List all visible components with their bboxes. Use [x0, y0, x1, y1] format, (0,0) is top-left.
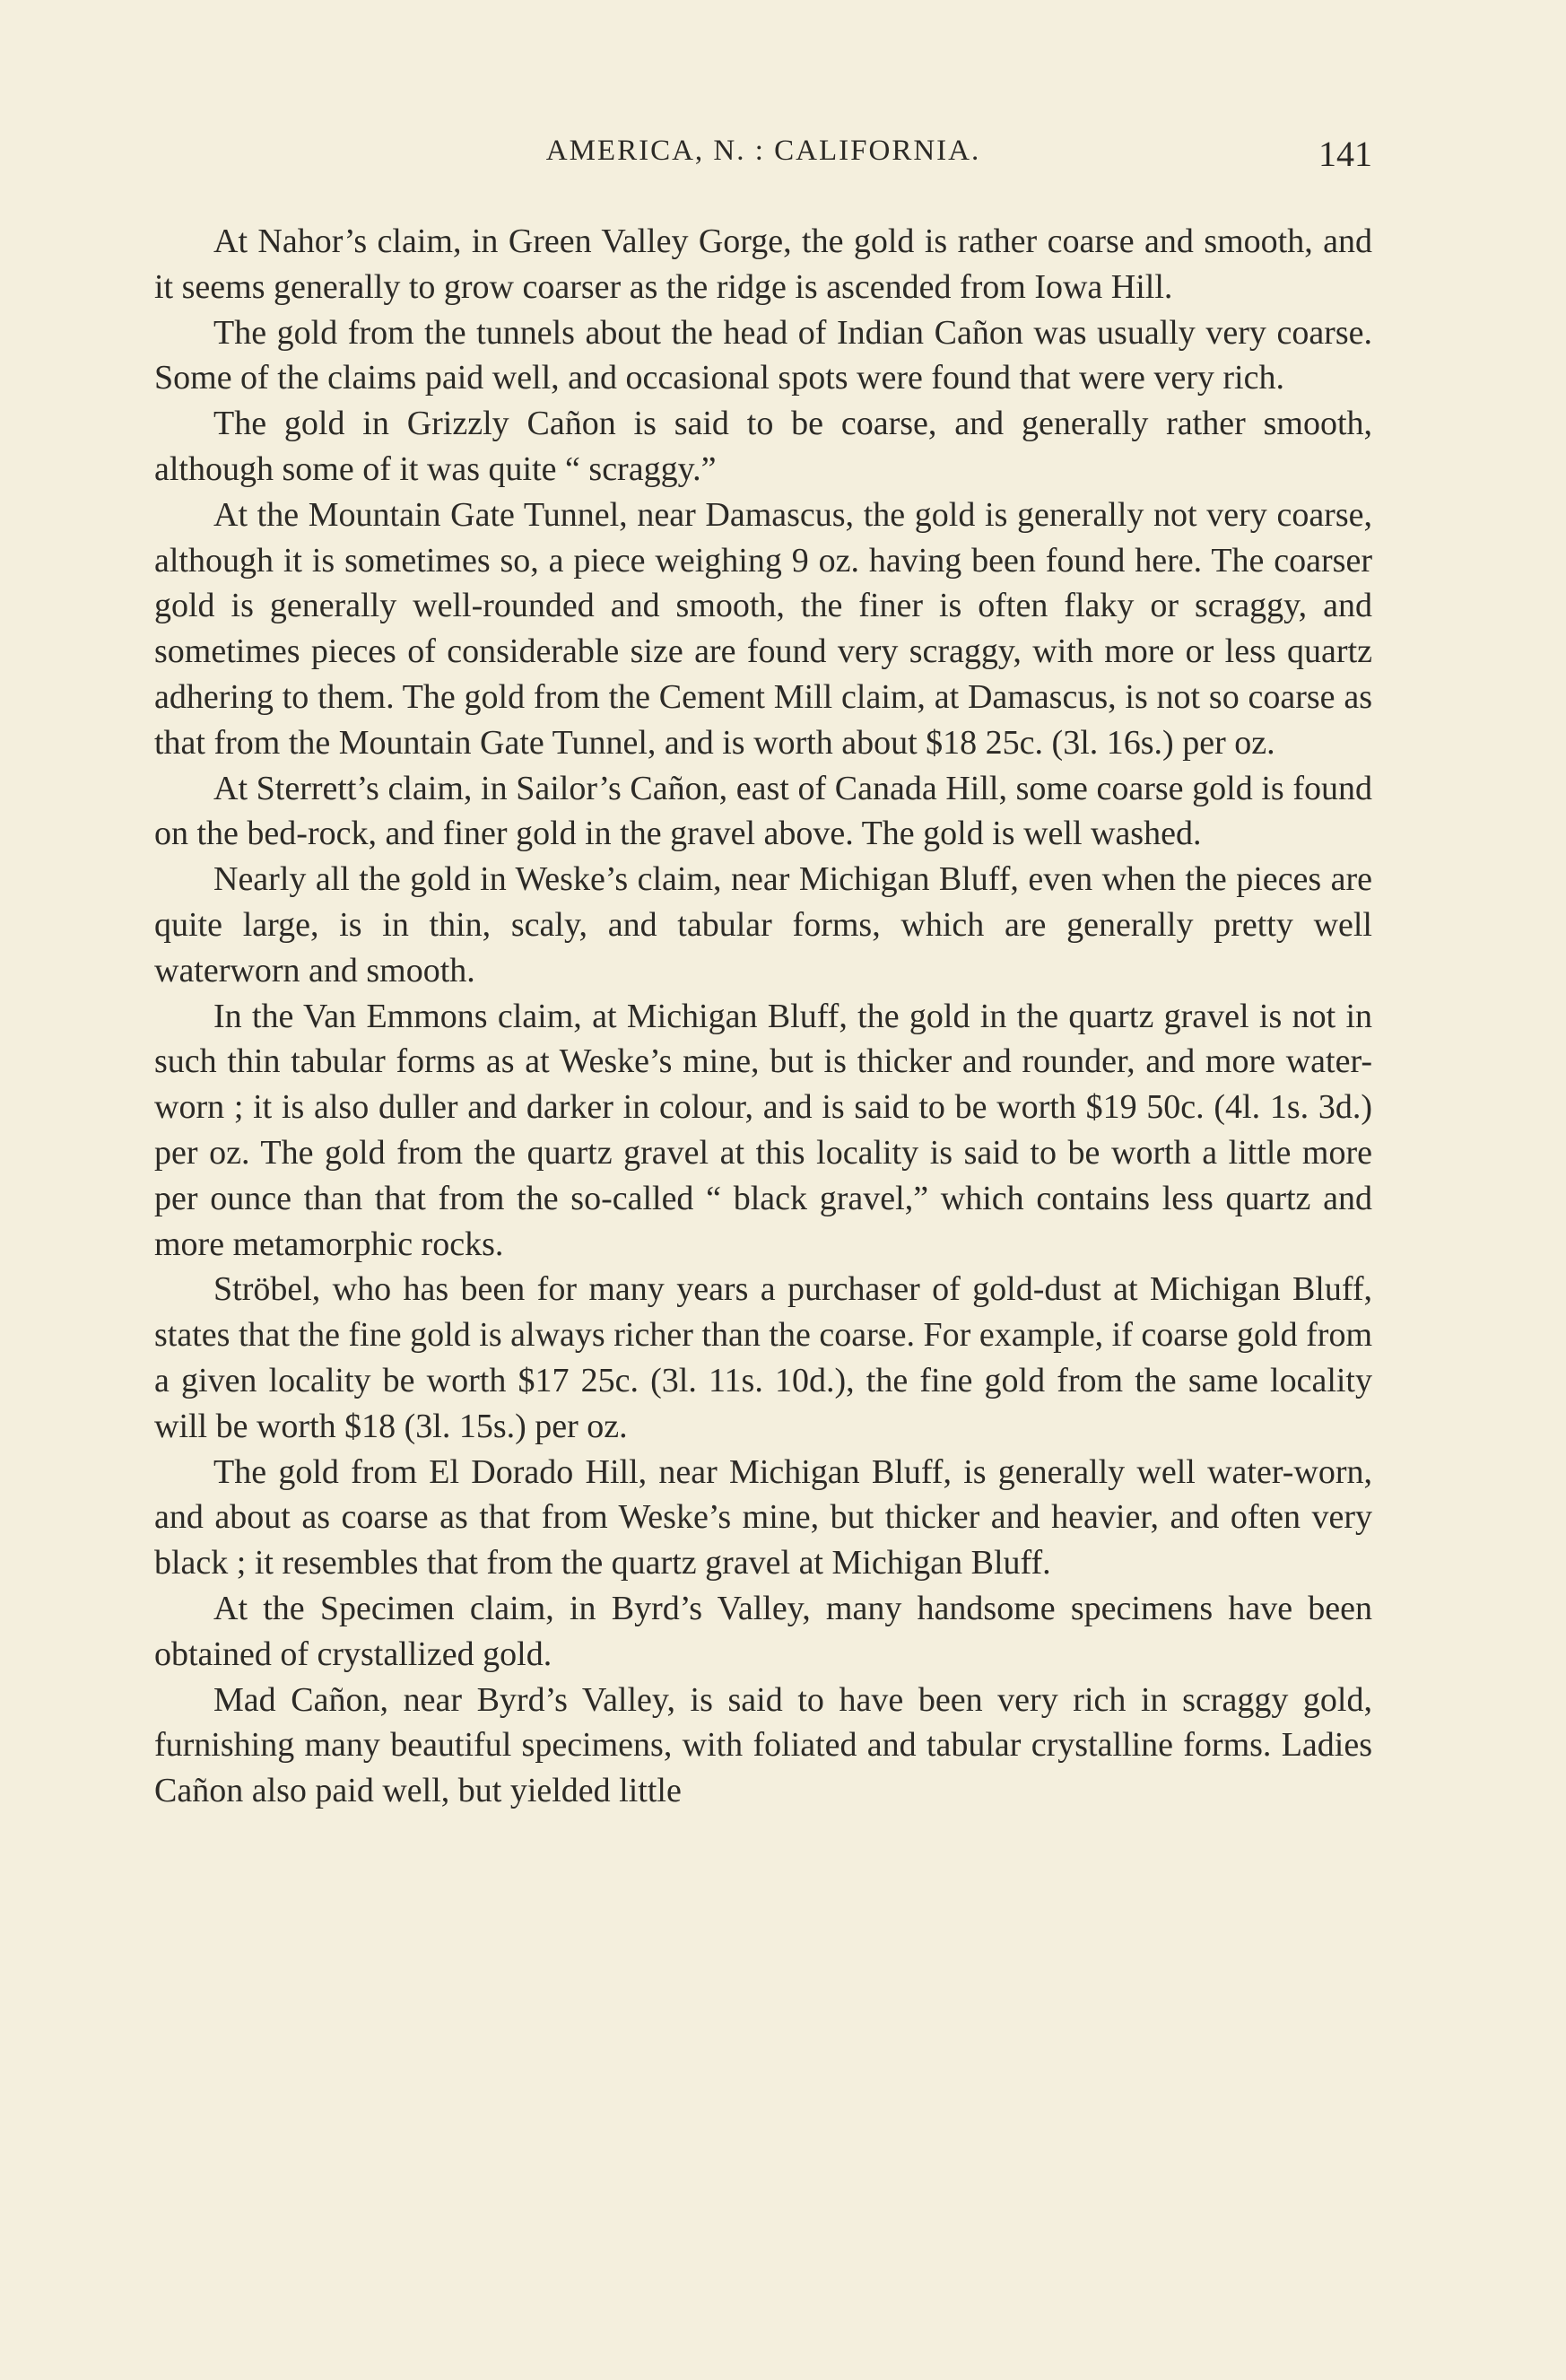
paragraph: The gold from the tunnels about the head of Indian Cañon was usually very coarse. Some of the claims paid well, and occasional spots were found that were very rich. — [154, 313, 1372, 397]
paragraph: At the Specimen claim, in Byrd’s Valley, many handsome specimens have been obtained of crystallized gold. — [154, 1589, 1372, 1673]
paragraph: The gold from El Dorado Hill, near Michigan Bluff, is generally well water-worn, and about as coarse as that from Weske’s mine, but thicker and heavier, and often very black ; it resembles that from the quartz gravel at Michigan Bluff. — [154, 1452, 1372, 1582]
body-text — [154, 219, 1372, 1814]
paragraph: In the Van Emmons claim, at Michigan Bluff, the gold in the quartz gravel is not in such thin tabular forms as at Weske’s mine, but is thicker and rounder, and more water-worn ; it is also duller and darker in colour, and is said to be worth $19 50c. (4l. 1s. 3d.) per oz. The gold from the quartz gravel at this locality is said to be worth a little more per ounce than that from the so-called “ black gravel,” which contains less quartz and more metamorphic rocks. — [154, 997, 1372, 1263]
paragraph: The gold in Grizzly Cañon is said to be coarse, and generally rather smooth, although some of it was quite “ scraggy.” — [154, 405, 1372, 488]
page-number: 141 — [1318, 134, 1372, 174]
paragraph: Ströbel, who has been for many years a purchaser of gold-dust at Michigan Bluff, states that the fine gold is always richer than the coarse. For example, if coarse gold from a given locality be worth $17 25c. (3l. 11s. 10d.), the fine gold from the same locality will be worth $18 (3l. 15s.) per oz. — [154, 1270, 1372, 1445]
paragraph: Nearly all the gold in Weske’s claim, near Michigan Bluff, even when the pieces are quite large, is in thin, scaly, and tabular forms, which are generally pretty well waterworn and smooth. — [154, 860, 1372, 989]
paragraph: At Sterrett’s claim, in Sailor’s Cañon, east of Canada Hill, some coarse gold is found on the bed-rock, and finer gold in the gravel above. The gold is well washed. — [154, 769, 1372, 853]
paragraph: At Nahor’s claim, in Green Valley Gorge, the gold is rather coarse and smooth, and it seems generally to grow coarser as the ridge is ascended from Iowa Hill. — [154, 222, 1372, 306]
running-head: AMERICA, N. : CALIFORNIA. — [545, 135, 981, 167]
paragraph: At the Mountain Gate Tunnel, near Damascus, the gold is generally not very coarse, although it is sometimes so, a piece weighing 9 oz. having been found here. The coarser gold is generally well-rounded and smooth, the finer is often flaky or scraggy, and sometimes pieces of considerable size are found very scraggy, with more or less quartz adhering to them. The gold from the Cement Mill claim, at Damascus, is not so coarse as that from the Mountain Gate Tunnel, and is worth about $18 25c. (3l. 16s.) per oz. — [154, 495, 1372, 762]
paragraph: Mad Cañon, near Byrd’s Valley, is said to have been very rich in scraggy gold, furnishing many beautiful specimens, with foliated and tabular crystalline forms. Ladies Cañon also paid well, but yielded little — [154, 1680, 1372, 1810]
page-header — [154, 135, 1372, 179]
